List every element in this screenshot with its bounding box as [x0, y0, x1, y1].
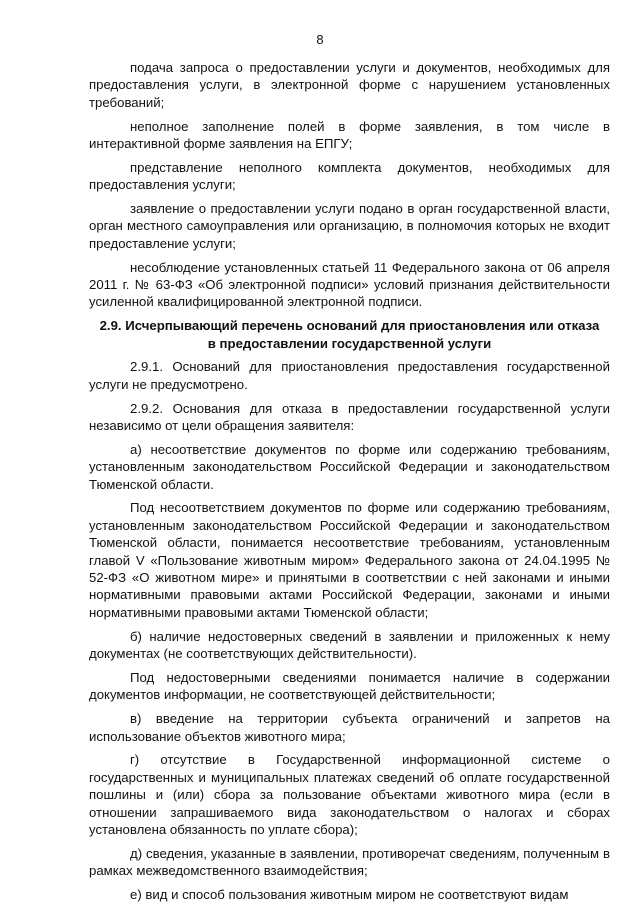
paragraph-item-g: г) отсутствие в Государственной информационной системе о государственных и муниципальных платежах сведений об оплате государственной пошлины и (или) сбора за пользование объектами животного мира (если в отношении запрашиваемого вида законодательством о налогах и сборах установлена обязанность по уплате сбора); [89, 752, 610, 837]
paragraph-wrong-authority: заявление о предоставлении услуги подано в орган государственной власти, орган местного самоуправления или организацию, в полномочия которых не входит предоставление услуги; [89, 201, 610, 251]
paragraph-item-e: е) вид и способ пользования животным миром не соответствуют видам [130, 886, 569, 902]
paragraph-electronic-signature: несоблюдение установленных статьей 11 Федерального закона от 06 апреля 2011 г. № 63-ФЗ «Об электронной подписи» условий признания действительности усиленной квалифицированной электронной подписи. [89, 259, 610, 310]
section-heading-2-9: 2.9. Исчерпывающий перечень оснований для приостановления или отказа в предоставлении государственной услуги [99, 318, 600, 351]
paragraph-incomplete-documents: представление неполного комплекта документов, необходимых для предоставления услуги; [89, 159, 610, 193]
paragraph-item-a: а) несоответствие документов по форме или содержанию требованиям, установленным законодательством Российской Федерации и законодательством Тюменской области. [89, 441, 610, 492]
document-body [89, 59, 610, 910]
paragraph-item-v: в) введение на территории субъекта ограничений и запретов на использование объектов животного мира; [89, 711, 610, 744]
paragraph-incomplete-fields: неполное заполнение полей в форме заявления, в том числе в интерактивной форме заявления на ЕПГУ; [89, 118, 610, 152]
paragraph-item-b-explanation: Под недостоверными сведениями понимается наличие в содержании документов информации, не соответствующей действительности; [89, 669, 610, 703]
paragraph-online-request: подача запроса о предоставлении услуги и документов, необходимых для предоставления услуги, в электронной форме с нарушением установленных требований; [89, 60, 610, 110]
paragraph-item-b: б) наличие недостоверных сведений в заявлении и приложенных к нему документах (не соответствующих действительности). [89, 628, 610, 662]
paragraph-2-9-2: 2.9.2. Основания для отказа в предоставлении государственной услуги независимо от цели обращения заявителя: [89, 400, 610, 434]
paragraph-item-d: д) сведения, указанные в заявлении, противоречат сведениям, полученным в рамках межведомственного взаимодействия; [89, 845, 610, 879]
paragraph-item-a-explanation: Под несоответствием документов по форме или содержанию требованиям, установленным законодательством Российской Федерации и законодательством Тюменской области, понимается несоответствие требованиям, установленным главой V «Пользование животным миром» Федерального закона от 24.04.1995 № 52-ФЗ «О животном мире» и принятыми в соответствии с ней законами и иными нормативными правовыми актами Российской Федерации, законами и иными нормативными правовыми актами Тюменской области; [89, 500, 610, 620]
page-number: 8 [316, 32, 324, 47]
paragraph-2-9-1: 2.9.1. Оснований для приостановления предоставления государственной услуги не предусмотрено. [89, 359, 610, 392]
